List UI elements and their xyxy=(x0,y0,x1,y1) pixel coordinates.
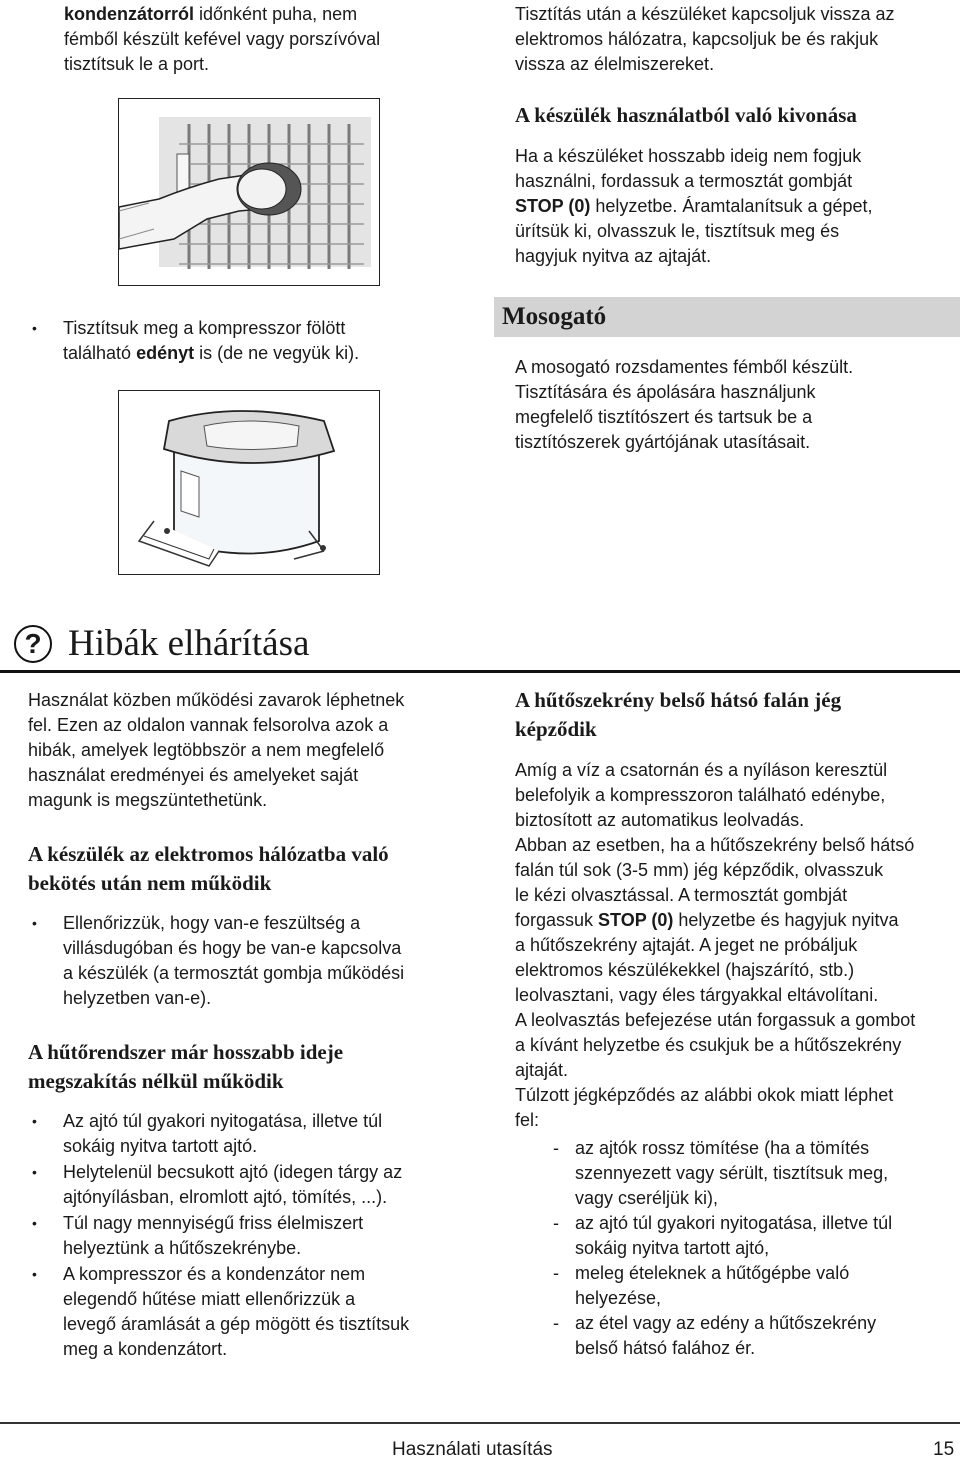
compressor-tray-illustration xyxy=(118,390,380,575)
list-item: • Helytelenül becsukott ajtó (idegen tárgy az ajtónyílásban, elromlott ajtó, tömítés, ...). xyxy=(28,1160,478,1210)
footer-title: Használati utasítás xyxy=(392,1439,553,1460)
sink-heading-bar xyxy=(494,297,960,337)
condenser-bold: kondenzátorról xyxy=(64,4,195,24)
page-number: 15 xyxy=(933,1439,955,1460)
compressor-bullet-list xyxy=(28,316,468,367)
not-working-list xyxy=(28,911,478,1012)
condenser-text: kondenzátorról időnként puha, nem fémből készült kefével vagy porszívóval tisztítsuk le a port. xyxy=(64,4,381,74)
section-title: Hibák elhárítása xyxy=(68,623,310,664)
list-item: • Tisztítsuk meg a kompresszor fölött található edényt is (de ne vegyük ki). xyxy=(28,316,468,366)
list-item: - az ajtó túl gyakori nyitogatása, illetve túl sokáig nyitva tartott ajtó, xyxy=(515,1211,960,1261)
decommission-heading: A készülék használatból való kivonása xyxy=(515,103,857,127)
list-item: - az ajtók rossz tömítése (ha a tömítés szennyezett vagy sérült, tisztítsuk meg, vagy cseréljük ki), xyxy=(515,1136,960,1211)
decommission-text: Ha a készüléket hosszabb ideig nem fogjuk használni, fordassuk a termosztát gombját STOP (0) helyzetbe. Áramtalanítsuk a gépet, ürítsük ki, olvasszuk le, tisztítsuk meg és hagyjuk nyitva az ajtaját. xyxy=(515,146,873,266)
list-item: • Ellenőrizzük, hogy van-e feszültség a villásdugóban és hogy be van-e kapcsolva a készülék (a termosztát gombja működési helyzetben van-e). xyxy=(28,911,478,1011)
list-item: • A kompresszor és a kondenzátor nem elegendő hűtése miatt ellenőrizzük a levegő áramlását a gép mögött és tisztítsuk meg a kondenzátort. xyxy=(28,1262,478,1362)
list-item: • Túl nagy mennyiségű friss élelmiszert helyeztünk a hűtőszekrénybe. xyxy=(28,1211,478,1261)
continuous-running-list xyxy=(28,1109,478,1363)
section-divider xyxy=(0,670,960,673)
ice-buildup-text: Amíg a víz a csatornán és a nyíláson keresztül belefolyik a kompresszoron található edénybe, biztosított az automatikus leolvadás. Abban az esetben, ha a hűtőszekrény belső hátsó falán túl sok (3-5 mm) jég képződik, olvasszuk le kézi olvasztással. A termosztát gombját forgassuk STOP (0) helyzetbe és hagyjuk nyitva a hűtőszekrény ajtaját. A jeget ne próbáljuk elektromos készülékekkel (hajszárító, stb.) leolvasztani, vagy éles tárgyakkal eltávolítani. A leolvasztás befejezése után forgassuk a gombot a kívánt helyzetbe és csukjuk be a hűtőszekrény ajtaját. Túlzott jégképződés az alábbi okok miatt léphet fel: xyxy=(515,760,916,1130)
sink-heading: Mosogató xyxy=(502,303,607,330)
not-working-heading: A készülék az elektromos hálózatba való bekötés után nem működik xyxy=(28,842,389,895)
list-item: - meleg ételeknek a hűtőgépbe való helyezése, xyxy=(515,1261,960,1311)
ice-buildup-heading: A hűtőszekrény belső hátsó falán jég képződik xyxy=(515,688,842,741)
ice-causes-list xyxy=(515,1136,960,1361)
sink-text: A mosogató rozsdamentes fémből készült. Tisztítására és ápolására használjunk megfelelő tisztítószert és tartsuk be a tisztítószerek gyártójának utasításait. xyxy=(515,357,854,452)
troubleshooting-intro: Használat közben működési zavarok léphetnek fel. Ezen az oldalon vannak felsorolva azok a hibák, amelyek legtöbbször a nem megfelelő használat eredményei és amelyeket saját magunk is megszüntethetünk. xyxy=(28,690,405,810)
reconnect-text: Tisztítás után a készüléket kapcsoljuk vissza az elektromos hálózatra, kapcsoljuk be és rakjuk vissza az élelmiszereket. xyxy=(515,4,895,74)
footer-divider xyxy=(0,1422,960,1424)
question-icon: ? xyxy=(14,625,52,663)
condenser-cleaning-illustration xyxy=(118,98,380,286)
list-item: • Az ajtó túl gyakori nyitogatása, illetve túl sokáig nyitva tartott ajtó. xyxy=(28,1109,478,1159)
list-item: - az étel vagy az edény a hűtőszekrény belső hátsó falához ér. xyxy=(515,1311,960,1361)
continuous-running-heading: A hűtőrendszer már hosszabb ideje megszakítás nélkül működik xyxy=(28,1040,344,1093)
